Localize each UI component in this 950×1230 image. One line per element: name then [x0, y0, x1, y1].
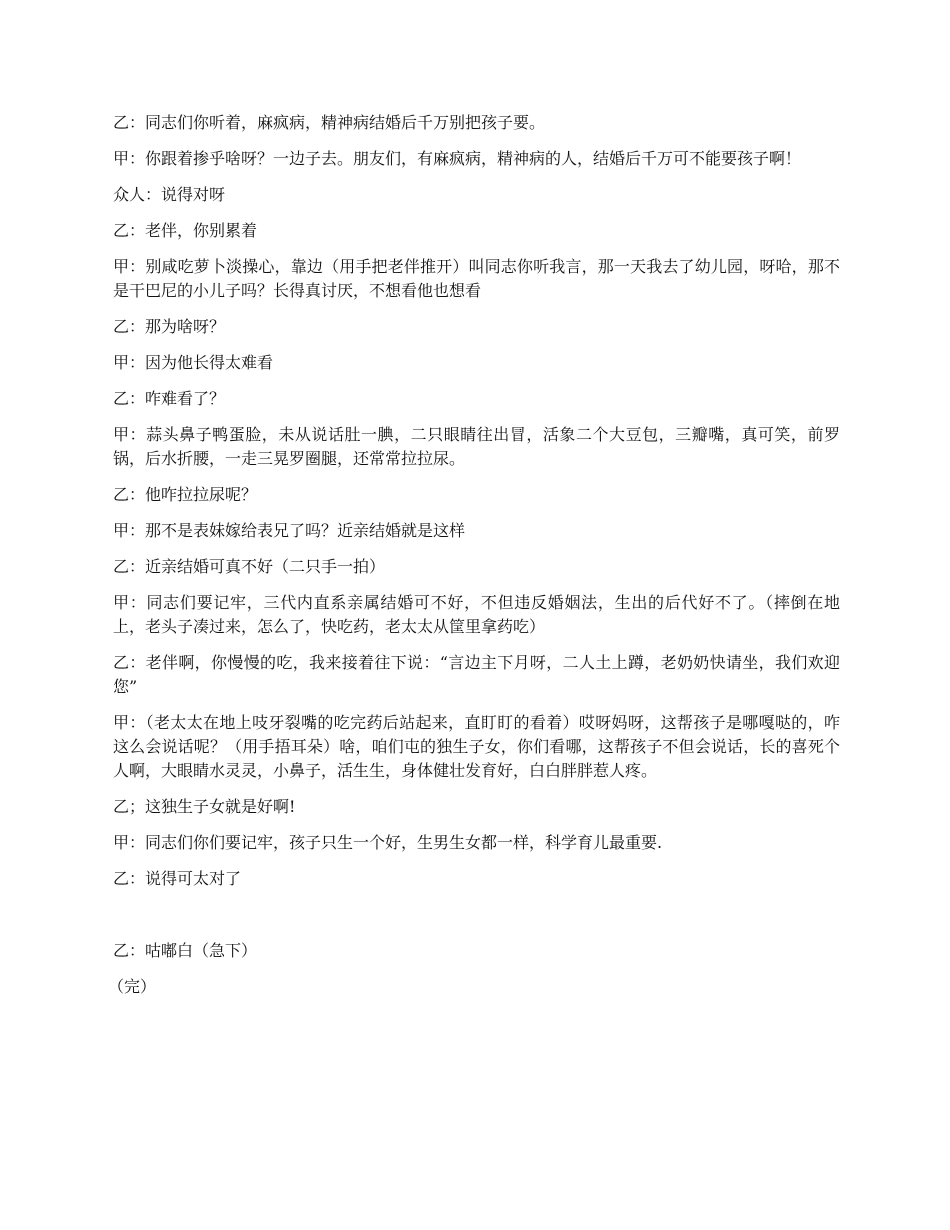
dialogue-line: 乙：说得可太对了: [113, 869, 242, 888]
dialogue-line: 甲：同志们你们要记牢，孩子只生一个好，生男生女都一样，科学育儿最重要.: [113, 833, 663, 852]
dialogue-line: 甲：别咸吃萝卜淡操心，靠边（用手把老伴推开）叫同志你听我言，那一天我去了幼儿园，呀哈，那不是干巴尼的小儿子吗？长得真讨厌，不想看他也想看: [113, 257, 840, 300]
dialogue-line: 甲：（老太太在地上吱牙裂嘴的吃完药后站起来，直盯盯的看着）哎呀妈呀，这帮孩子是哪嘎哒的，咋这么会说话呢？（用手捂耳朵）啥，咱们屯的独生子女，你们看哪，这帮孩子不但会说话，长的喜死个人啊，大眼睛水灵灵，小鼻子，活生生，身体健壮发育好，白白胖胖惹人疼。: [113, 713, 840, 780]
dialogue-line: 甲：因为他长得太难看: [113, 353, 274, 372]
dialogue-line: 甲：那不是表妹嫁给表兄了吗？近亲结婚就是这样: [113, 521, 466, 540]
dialogue-line: 甲：蒜头鼻子鸭蛋脸，未从说话肚一腆，二只眼睛往出冒，活象二个大豆包，三瓣嘴，真可笑，前罗锅，后水折腰，一走三晃罗圈腿，还常常拉拉尿。: [113, 425, 840, 468]
dialogue-line: 甲：你跟着掺乎啥呀？一边子去。朋友们，有麻疯病，精神病的人，结婚后千万可不能要孩子啊！: [113, 149, 802, 168]
blank-line-gap: [113, 903, 840, 939]
dialogue-line: 乙：近亲结婚可真不好（二只手一拍）: [113, 557, 386, 576]
dialogue-line: 乙：老伴啊，你慢慢的吃，我来接着往下说：“言边主下月呀，二人土上蹲，老奶奶快请坐，我们欢迎您”: [113, 653, 840, 696]
dialogue-line: 甲：同志们要记牢，三代内直系亲属结婚可不好，不但违反婚姻法，生出的后代好不了。（摔倒在地上，老头子凑过来，怎么了，快吃药，老太太从筐里拿药吃）: [113, 593, 840, 636]
dialogue-line: 乙：同志们你听着，麻疯病，精神病结婚后千万别把孩子要。: [113, 113, 546, 132]
dialogue-line: 乙：老伴，你别累着: [113, 221, 258, 240]
document-body: [108, 111, 840, 1011]
dialogue-line: 乙：咋难看了？: [113, 389, 226, 408]
dialogue-line: 乙：咕嘟白（急下）: [113, 941, 258, 960]
dialogue-line: 乙；这独生子女就是好啊!: [113, 797, 296, 816]
dialogue-line: 众人：说得对呀: [113, 185, 226, 204]
end-mark: （完）: [108, 977, 157, 996]
dialogue-line: 乙：那为啥呀？: [113, 317, 226, 336]
dialogue-line: 乙：他咋拉拉尿呢？: [113, 485, 258, 504]
